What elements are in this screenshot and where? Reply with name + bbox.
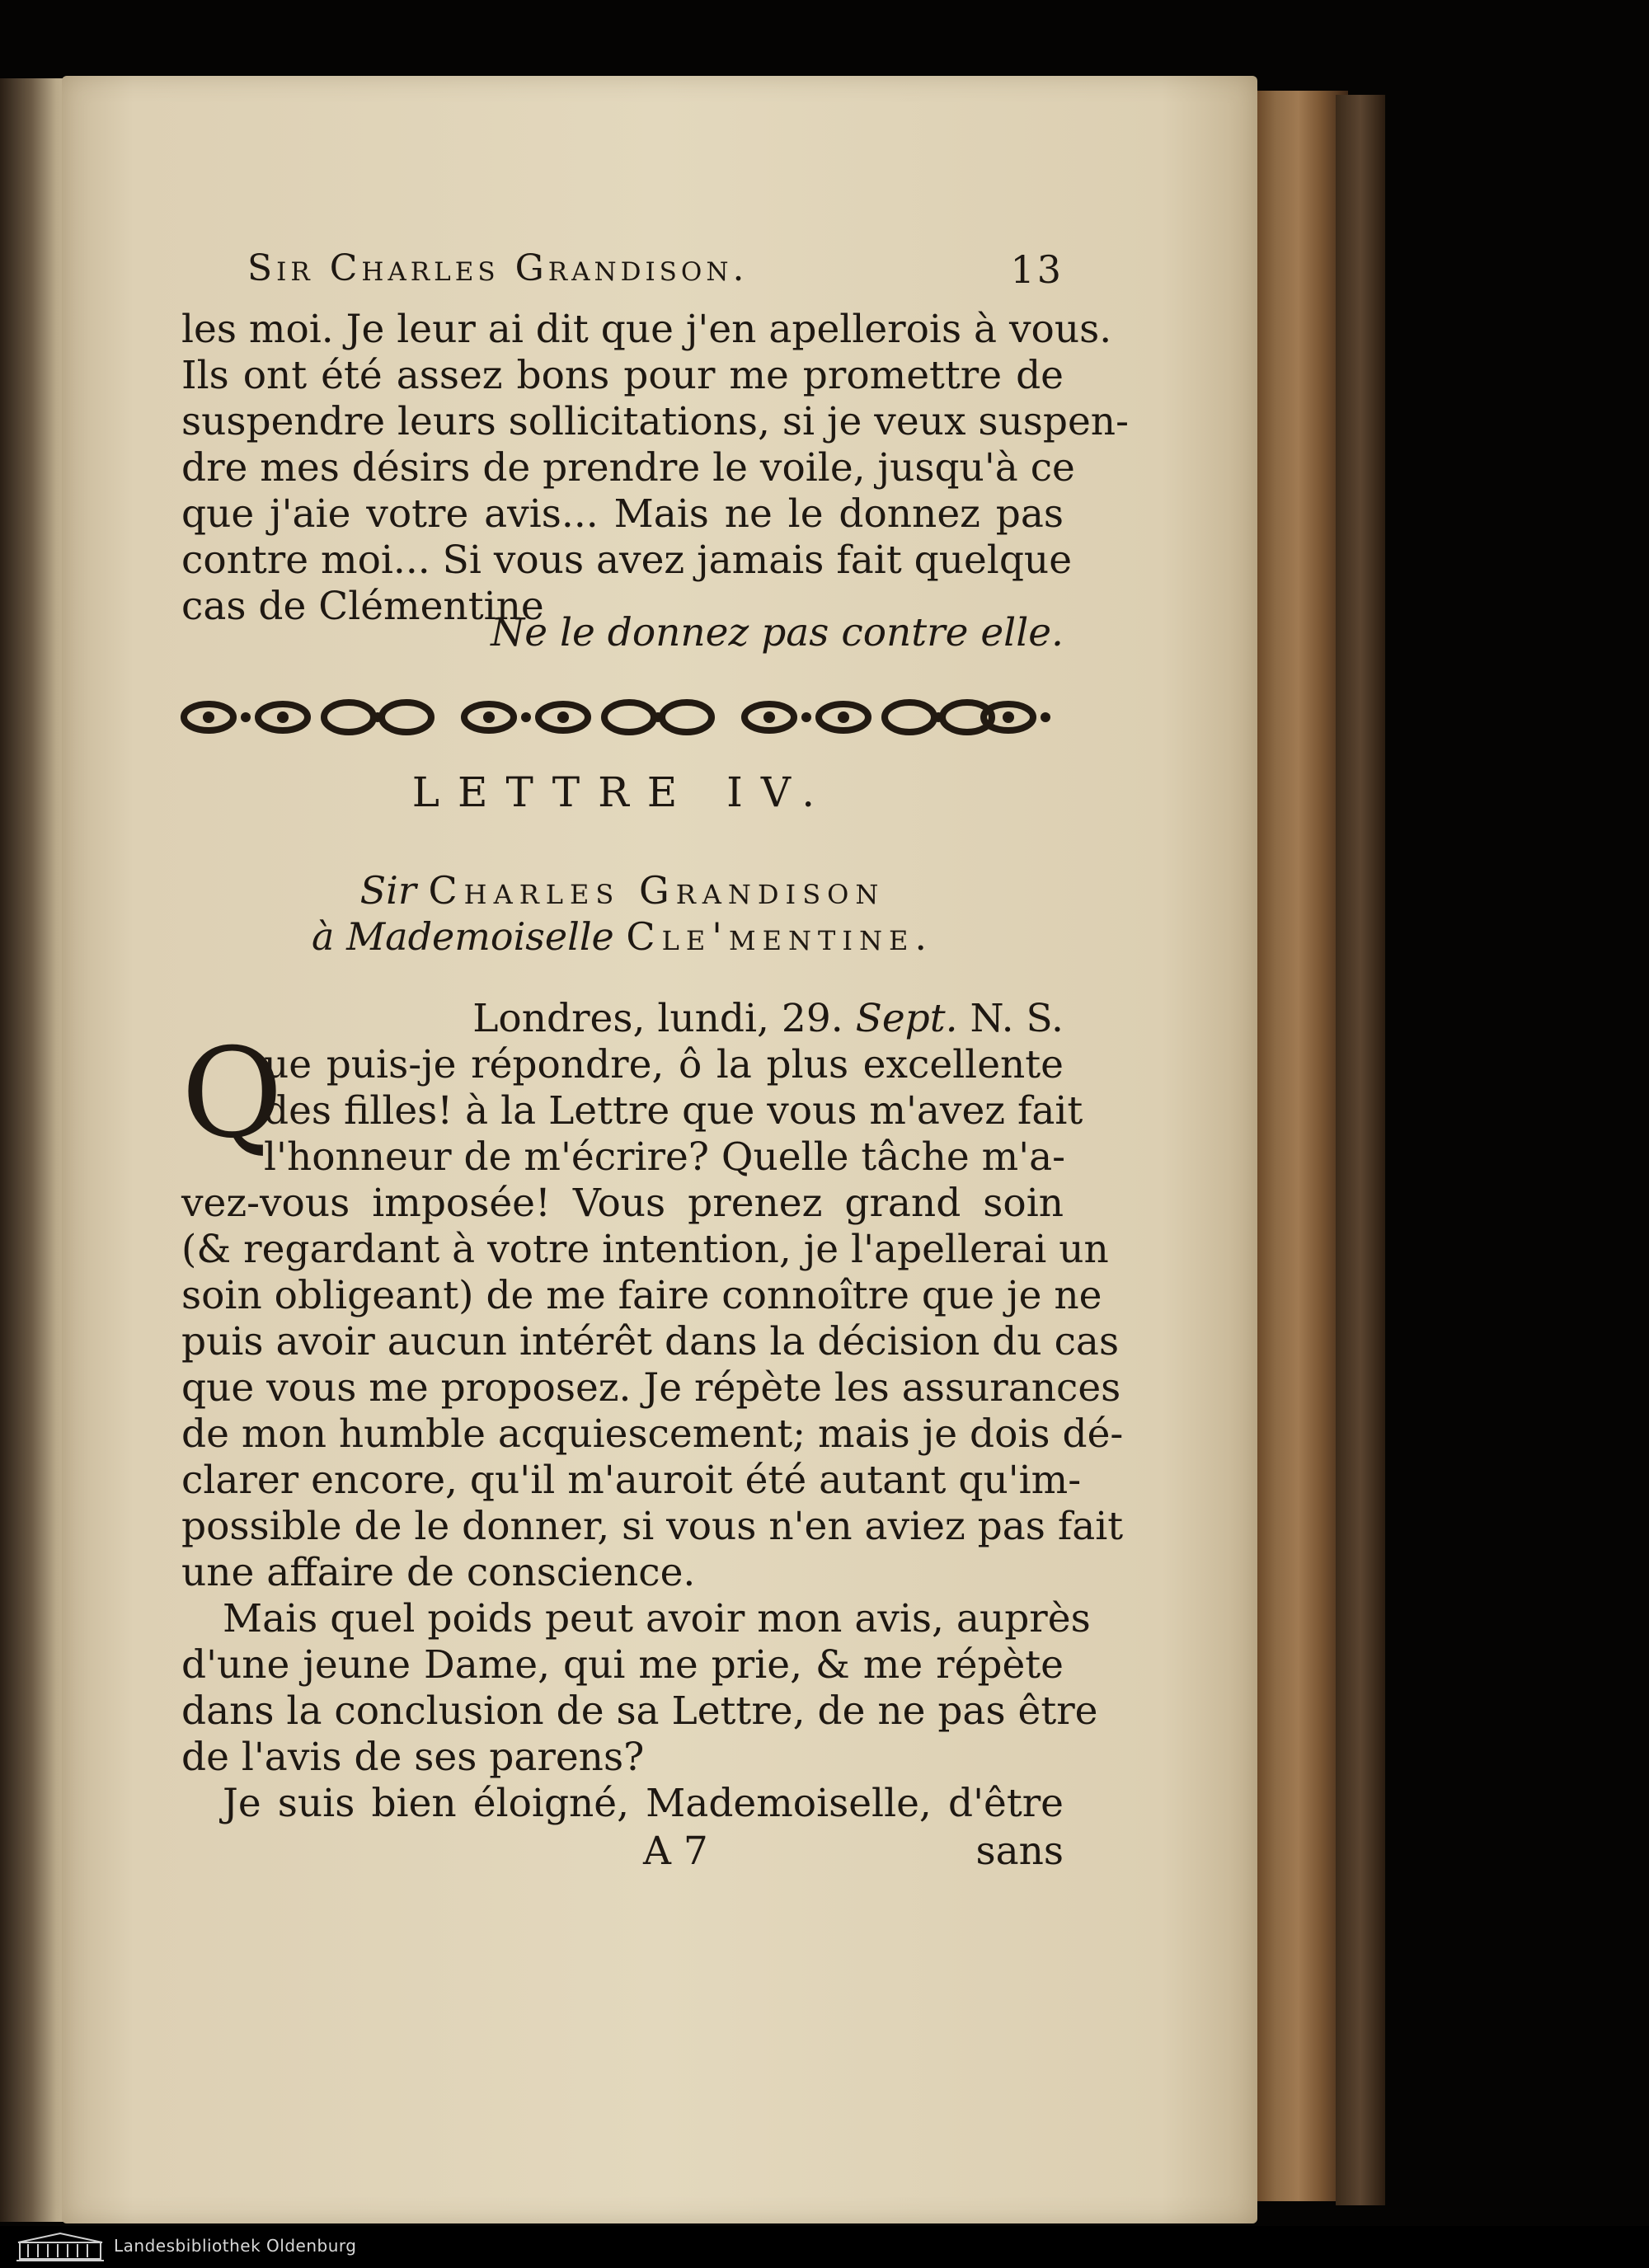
library-name: Landesbibliothek Oldenburg — [114, 2236, 357, 2256]
address-recipient-title: à Mademoiselle — [312, 914, 614, 959]
text-line: contre moi... Si vous avez jamais fait quelque — [181, 538, 1073, 583]
dateline-month: Sept. — [855, 996, 958, 1041]
text-line: ue puis-je répondre, ô la plus excellente — [264, 1042, 1064, 1087]
text-line: de l'avis de ses parens? — [181, 1735, 645, 1780]
text-line: puis avoir aucun intérêt dans la décision du cas — [181, 1319, 1120, 1364]
text-line: Mais quel poids peut avoir mon avis, auprès — [223, 1596, 1091, 1641]
address-recipient: Cle'mentine. — [626, 914, 933, 959]
text-line: des filles! à la Lettre que vous m'avez fait — [264, 1088, 1083, 1134]
text-line: les moi. Je leur ai dit que j'en apellerois à vous. — [181, 307, 1112, 352]
page-number: 13 — [1010, 247, 1064, 292]
library-building-icon — [15, 2231, 106, 2262]
page-edges-right — [1257, 91, 1348, 2201]
text-line: (& regardant à votre intention, je l'apellerai un — [181, 1227, 1109, 1272]
closing-line: Ne le donnez pas contre elle. — [491, 610, 1064, 655]
text-line: Ils ont été assez bons pour me promettre de — [181, 353, 1064, 398]
text-line: Je suis bien éloigné, Mademoiselle, d'être — [223, 1781, 1064, 1826]
text-line: soin obligeant) de me faire connoître que je ne — [181, 1273, 1102, 1318]
page-foot — [181, 1829, 1064, 1875]
text-line: dans la conclusion de sa Lettre, de ne pas être — [181, 1688, 1098, 1734]
catchword: sans — [975, 1829, 1064, 1874]
text-line: que j'aie votre avis... Mais ne le donnez pas — [181, 491, 1064, 537]
text-line: d'une jeune Dame, qui me prie, & me répète — [181, 1642, 1064, 1688]
text-line: que vous me proposez. Je répète les assurances — [181, 1365, 1121, 1411]
address-line-1 — [181, 867, 1064, 913]
ornament-band — [180, 693, 1066, 742]
text-line: l'honneur de m'écrire? Quelle tâche m'a- — [264, 1134, 1066, 1180]
text-line: de mon humble acquiescement; mais je dois dé- — [181, 1411, 1124, 1457]
address-sender: Charles Grandison — [428, 868, 886, 913]
text-line: possible de le donner, si vous n'en aviez pas fait — [181, 1504, 1124, 1549]
text-line: cas de Clémentine — [181, 584, 544, 629]
running-head — [247, 247, 1064, 297]
book-cover-right — [1336, 95, 1385, 2205]
dateline — [181, 996, 1064, 1042]
text-line: vez-vous imposée! Vous prenez grand soin — [181, 1181, 1064, 1226]
dateline-place: Londres, lundi, 29. — [472, 996, 843, 1041]
address-salutation: Sir — [359, 868, 416, 913]
address-line-2 — [181, 913, 1064, 960]
text-line: suspendre leurs sollicitations, si je veux suspen- — [181, 399, 1129, 444]
running-head-title: Sir Charles Grandison. — [247, 247, 749, 289]
dateline-style: N. S. — [970, 996, 1064, 1041]
book-edge-left — [0, 78, 70, 2222]
text-line: clarer encore, qu'il m'auroit été autant qu'im- — [181, 1458, 1082, 1503]
drop-cap: Q — [181, 1022, 283, 1166]
letter-heading: LETTRE IV. — [411, 768, 834, 816]
text-line: dre mes désirs de prendre le voile, jusqu'à ce — [181, 445, 1075, 491]
text-line: une affaire de conscience. — [181, 1550, 696, 1595]
signature-mark: A 7 — [643, 1829, 708, 1874]
